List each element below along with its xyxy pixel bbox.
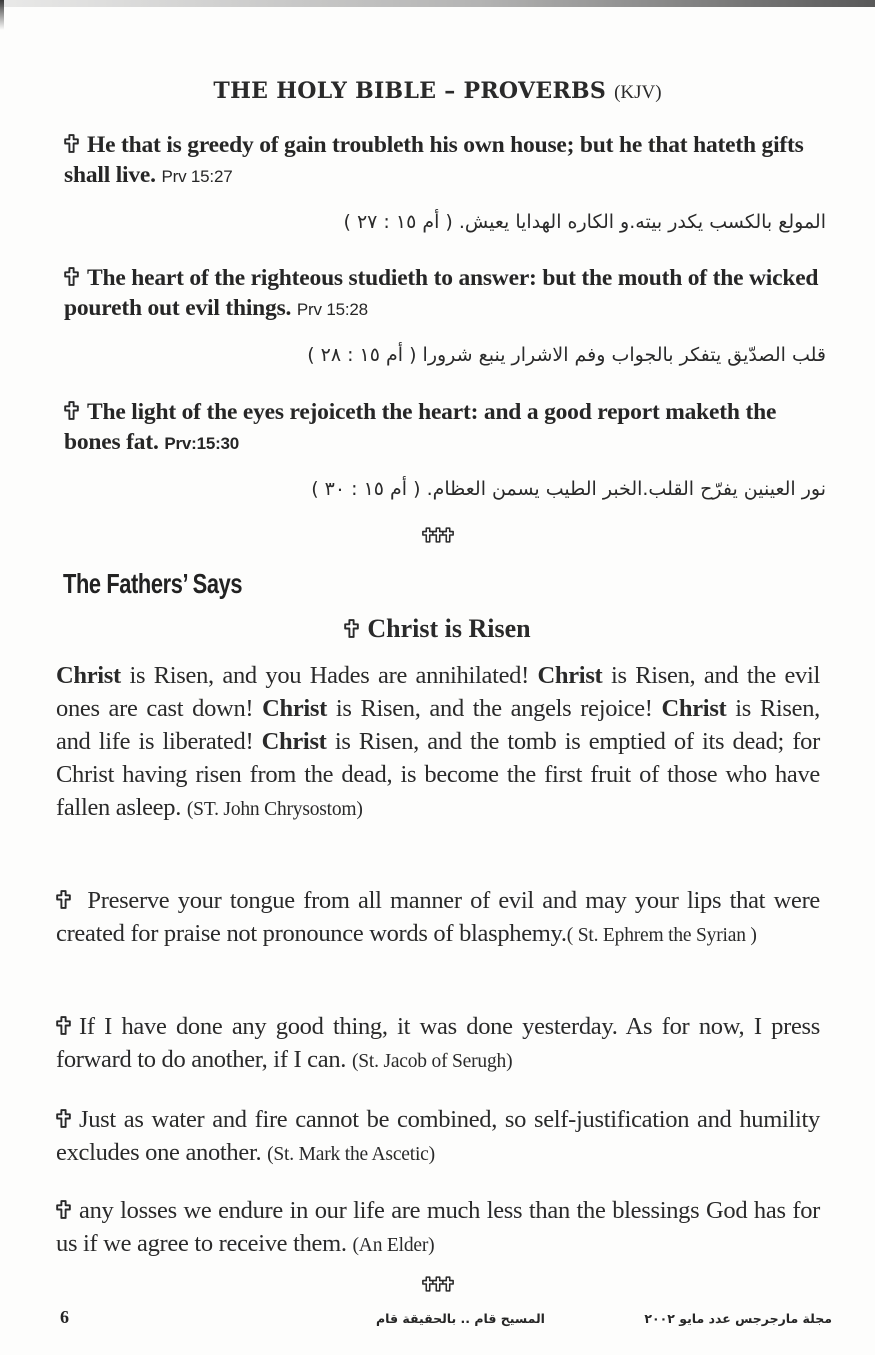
saying-paragraph bbox=[56, 1103, 820, 1171]
subtitle-text: Christ is Risen bbox=[367, 614, 531, 643]
saying-paragraph bbox=[56, 884, 820, 952]
cross-icon bbox=[442, 527, 454, 543]
saying-source: (ST. John Chrysostom) bbox=[186, 799, 363, 820]
saying-paragraph bbox=[56, 1194, 820, 1262]
emphasis-word: Christ bbox=[537, 662, 603, 689]
verse-block bbox=[64, 397, 824, 503]
cross-icon bbox=[442, 1276, 454, 1292]
verse-arabic: المولع بالكسب يكدر بيته.و الكاره الهدايا يعيش. ( أم ١٥ : ٢٧ ) bbox=[343, 211, 826, 233]
verse-reference: Prv 15:28 bbox=[296, 300, 368, 319]
cross-icon bbox=[56, 1200, 71, 1219]
paragraph-text: is Risen, and the angels rejoice! bbox=[327, 695, 662, 722]
page-title bbox=[0, 78, 875, 104]
verse-reference: Prv:15:30 bbox=[164, 434, 240, 453]
cross-icon bbox=[56, 1016, 71, 1035]
triple-cross-icon bbox=[0, 1276, 875, 1296]
risen-paragraph bbox=[56, 659, 820, 826]
cross-icon bbox=[56, 1109, 71, 1128]
cross-icon bbox=[64, 267, 79, 286]
verse-english bbox=[64, 397, 824, 459]
verse-arabic: نور العينين يفرّح القلب.الخبر الطيب يسمن العظام. ( أم ١٥ : ٣٠ ) bbox=[311, 478, 826, 500]
paragraph-text: is Risen, and the evil ones are cast down! bbox=[56, 662, 820, 722]
title-text: THE HOLY BIBLE – PROVERBS bbox=[213, 78, 607, 104]
saying-source: (St. Mark the Ascetic) bbox=[267, 1144, 435, 1165]
emphasis-word: Christ bbox=[56, 662, 121, 689]
page-footer bbox=[0, 1307, 875, 1337]
saying-text: Preserve your tongue from all manner of evil and may your lips that were created for praise not pronounce words of blasphemy. bbox=[56, 887, 820, 947]
emphasis-word: Christ bbox=[261, 728, 327, 755]
emphasis-word: Christ bbox=[262, 695, 328, 722]
saying-text: If I have done any good thing, it was done yesterday. As for now, I press forward to do another, if I can. bbox=[56, 1013, 820, 1073]
saying-source: (St. Jacob of Serugh) bbox=[351, 1051, 513, 1072]
verse-text: The light of the eyes rejoiceth the heart: and a good report maketh the bones fat. bbox=[64, 399, 777, 455]
cross-icon bbox=[64, 401, 79, 420]
footer-magazine-issue: مجلة مارجرجس عدد مايو ٢٠٠٢ bbox=[644, 1311, 832, 1326]
cross-icon bbox=[56, 890, 71, 909]
emphasis-word: Christ bbox=[661, 695, 727, 722]
verse-text: The heart of the righteous studieth to answer: but the mouth of the wicked poureth out evil things. bbox=[64, 265, 819, 321]
saying-text: Just as water and fire cannot be combined, so self-justification and humility excludes one another. bbox=[56, 1106, 820, 1166]
saying-source: ( St. Ephrem the Syrian ) bbox=[566, 925, 757, 946]
section-title: The Fathers’ Says bbox=[63, 568, 243, 599]
verse-text: He that is greedy of gain troubleth his own house; but he that hateth gifts shall live. bbox=[64, 132, 804, 188]
verse-english bbox=[64, 130, 824, 192]
subtitle bbox=[0, 614, 875, 644]
paragraph-text: is Risen, and you Hades are annihilated! bbox=[120, 662, 538, 689]
verse-block bbox=[64, 263, 824, 369]
version-label: (KJV) bbox=[614, 82, 662, 103]
verse-reference: Prv 15:27 bbox=[161, 167, 233, 186]
triple-cross-icon bbox=[0, 527, 875, 547]
cross-icon bbox=[64, 134, 79, 153]
paragraph-text: is Risen, and life is liberated! bbox=[56, 695, 820, 755]
cross-icon bbox=[344, 619, 359, 638]
verse-english bbox=[64, 263, 824, 325]
verse-block bbox=[64, 130, 824, 236]
page-number: 6 bbox=[60, 1307, 69, 1327]
saying-text: any losses we endure in our life are much less than the blessings God has for us if we agree to receive them. bbox=[56, 1197, 820, 1257]
saying-paragraph bbox=[56, 1010, 820, 1078]
saying-source: (An Elder) bbox=[352, 1235, 435, 1256]
verse-arabic: قلب الصدّيق يتفكر بالجواب وفم الاشرار ينبع شرورا ( أم ١٥ : ٢٨ ) bbox=[307, 344, 826, 366]
footer-motto: المسيح قام .. بالحقيقة قام bbox=[376, 1311, 545, 1326]
paragraph-text: is Risen, and the tomb is emptied of its dead; for Christ having risen from the dead, is become the first fruit of those who have fallen asleep. bbox=[56, 728, 820, 821]
